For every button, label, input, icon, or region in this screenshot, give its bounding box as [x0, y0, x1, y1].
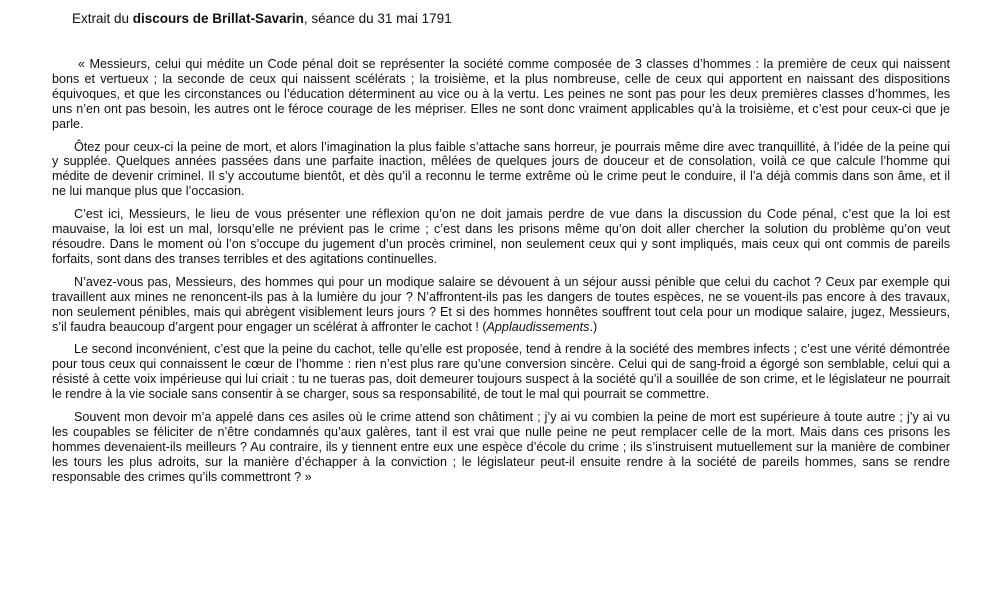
- paragraph-4: [52, 275, 950, 335]
- heading-suffix: , séance du 31 mai 1791: [303, 11, 452, 26]
- document-heading: [72, 10, 950, 27]
- speech-body: [52, 57, 950, 485]
- heading-title: discours de Brillat-Savarin: [132, 11, 304, 26]
- paragraph-4-after: .): [589, 319, 598, 334]
- paragraph-4-italic: Applaudissements: [486, 319, 590, 334]
- paragraph-1: « Messieurs, celui qui médite un Code pénal doit se représenter la société comme composée de 3 classes d’hommes : la première de ceux qui naissent bons et vertueux ; la seconde de ceux qui naissent scélérats ; la troisième, et la plus nombreuse, celle de ceux qui apportent en naissant des dispositions équivoques, et que les circonstances ou l’éducation déterminent au vice ou à la vertu. Les peines ne sont pas pour les deux premières classes d’hommes, les uns n’en ont pas besoin, les autres ont le féroce courage de les mépriser. Elles ne sont donc vraiment applicables qu’à la troisième, et c’est pour ceux-ci que je parle.: [52, 57, 950, 131]
- paragraph-3: C’est ici, Messieurs, le lieu de vous présenter une réflexion qu’on ne doit jamais perdre de vue dans la discussion du Code pénal, c’est que la loi est mauvaise, la loi est un mal, lorsqu’elle ne prévient pas le crime ; c’est dans les prisons même qu’on doit aller chercher la solution du problème qu’on veut résoudre. Dans le moment où l’on s’occupe du jugement d’un procès criminel, non seulement ceux qui y sont impliqués, mais ceux qui ont commis de pareils forfaits, sont dans des transes terribles et des agitations continuelles.: [52, 207, 950, 266]
- paragraph-2: Ôtez pour ceux-ci la peine de mort, et alors l’imagination la plus faible s’attache sans horreur, je pourrais même dire avec tranquillité, à l’idée de la peine qui y supplée. Quelques années passées dans une parfaite inaction, mêlées de quelques jours de douceur et de consolation, voilà ce que calcule l’homme qui médite de devenir criminel. Il s’y accoutume bientôt, et dès qu’il a reconnu le terme extrême où le crime peut le conduire, il l’a déjà commis dans son âme, et il ne lui manque plus que l’occasion.: [52, 139, 950, 199]
- heading-prefix: Extrait du: [72, 11, 133, 26]
- paragraph-5: Le second inconvénient, c’est que la peine du cachot, telle qu’elle est proposée, tend à rendre à la société des membres infects ; c’est une vérité démontrée pour tous ceux qui connaissent le cœur de l’homme : rien n’est plus rare qu’une conversion sincère. Celui qui de sang-froid a égorgé son semblable, celui qui a résisté à cette voix impérieuse qui lui criait : tu ne tueras pas, doit demeurer toujours suspect à la société qu’il a souillée de son crime, et le législateur ne pourrait le rendre à la vie sociale sans consentir à se charger, sous sa responsabilité, de tout le mal qui pourrait se commettre.: [52, 342, 950, 402]
- paragraph-4-text: N’avez-vous pas, Messieurs, des hommes qui pour un modique salaire se dévouent à un séjour aussi pénible que celui du cachot ? Ceux par exemple qui travaillent aux mines ne renoncent-ils pas à la lumière du jour ? N’affrontent-ils pas les dangers de toutes espèces, ne se vouent-ils pas encore à des travaux, non seulement pénibles, mais qui abrègent visiblement leurs jours ? Et si des hommes honnêtes souffrent tout cela pour un modique salaire, jugez, Messieurs, s’il faudra beaucoup d’argent pour engager un scélérat à affronter le cachot ! (: [52, 274, 950, 334]
- document-page: [52, 10, 950, 493]
- paragraph-6: Souvent mon devoir m’a appelé dans ces asiles où le crime attend son châtiment ; j’y ai vu combien la peine de mort est supérieure à toute autre ; j’y ai vu les coupables se féliciter de n’être condamnés qu’aux galères, tant il est vrai que nulle peine ne peut remplacer celle de la mort. Mais dans ces prisons les hommes devenaient-ils meilleurs ? Au contraire, ils y tiennent entre eux une espèce d’école du crime ; ils s’instruisent mutuellement sur la manière de combiner les tours les plus adroits, sur la manière d’échapper à la conviction ; le législateur peut-il ensuite rendre à la société de pareils hommes, sans se rendre responsable des crimes qu’ils commettront ? »: [52, 410, 950, 484]
